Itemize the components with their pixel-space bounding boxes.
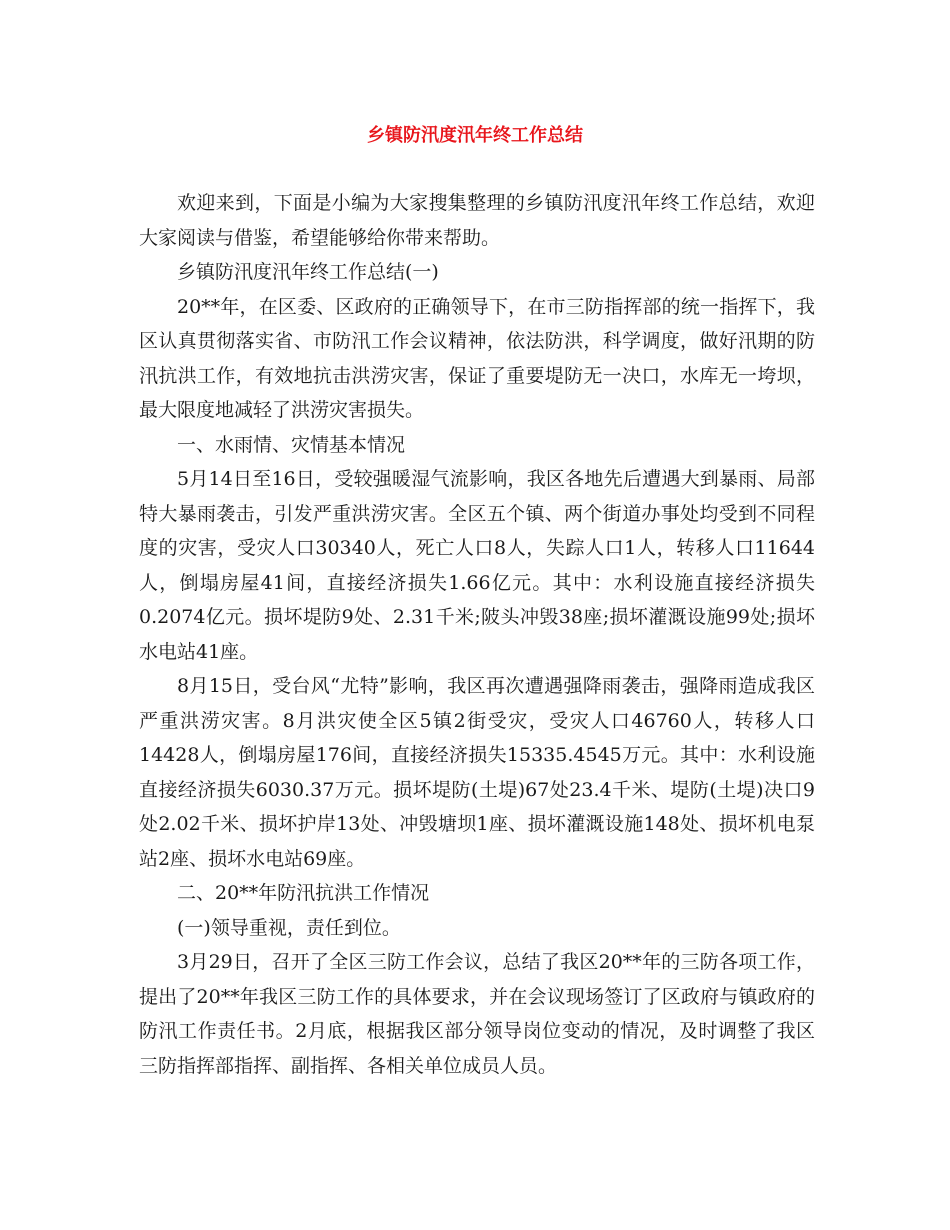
summary-paragraph: 20**年，在区委、区政府的正确领导下，在市三防指挥部的统一指挥下，我区认真贯彻落实省、市防汛工作会议精神，依法防洪，科学调度，做好汛期的防汛抗洪工作，有效地抗击洪涝灾害，保证了重要堤防无一决口，水库无一垮坝，最大限度地减轻了洪涝灾害损失。 bbox=[139, 295, 815, 421]
meeting-paragraph: 3月29日，召开了全区三防工作会议，总结了我区20**年的三防各项工作，提出了20**年我区三防工作的具体要求，并在会议现场签订了区政府与镇政府的防汛工作责任书。2月底，根据我区部分领导岗位变动的情况，及时调整了我区三防指挥部指挥、副指挥、各相关单位成员人员。 bbox=[139, 951, 815, 1077]
section-heading-work: 二、20**年防汛抗洪工作情况 bbox=[177, 882, 430, 904]
section-heading-disaster: 一、水雨情、灾情基本情况 bbox=[177, 433, 406, 456]
document-title: 乡镇防汛度汛年终工作总结 bbox=[367, 125, 583, 146]
august-flood-paragraph: 8月15日，受台风“尤特”影响，我区再次遭遇强降雨袭击，强降雨造成我区严重洪涝灾害。8月洪灾使全区5镇2街受灾，受灾人口46760人，转移人口14428人，倒塌房屋176间，直接经济损失15335.4545万元。其中：水利设施直接经济损失6030.37万元。损坏堤防(土堤)67处23.4千米、堤防(土堤)决口9处2.02千米、损坏护岸13处、冲毁塘坝1座、损坏灌溉设施148处、损坏机电泵站2座、损坏水电站69座。 bbox=[139, 675, 815, 870]
may-flood-paragraph: 5月14日至16日，受较强暖湿气流影响，我区各地先后遭遇大到暴雨、局部特大暴雨袭击，引发严重洪涝灾害。全区五个镇、两个街道办事处均受到不同程度的灾害，受灾人口30340人，死亡人口8人，失踪人口1人，转移人口11644人，倒塌房屋41间，直接经济损失1.66亿元。其中：水利设施直接经济损失0.2074亿元。损坏堤防9处、2.31千米;陂头冲毁38座;损坏灌溉设施99处;损坏水电站41座。 bbox=[139, 468, 815, 663]
document-body bbox=[139, 186, 815, 1083]
intro-paragraph: 欢迎来到，下面是小编为大家搜集整理的乡镇防汛度汛年终工作总结，欢迎大家阅读与借鉴，希望能够给你带来帮助。 bbox=[139, 192, 815, 249]
section-heading-part-one: 乡镇防汛度汛年终工作总结(一) bbox=[177, 261, 439, 283]
subsection-heading-leadership: (一)领导重视，责任到位。 bbox=[177, 916, 401, 939]
